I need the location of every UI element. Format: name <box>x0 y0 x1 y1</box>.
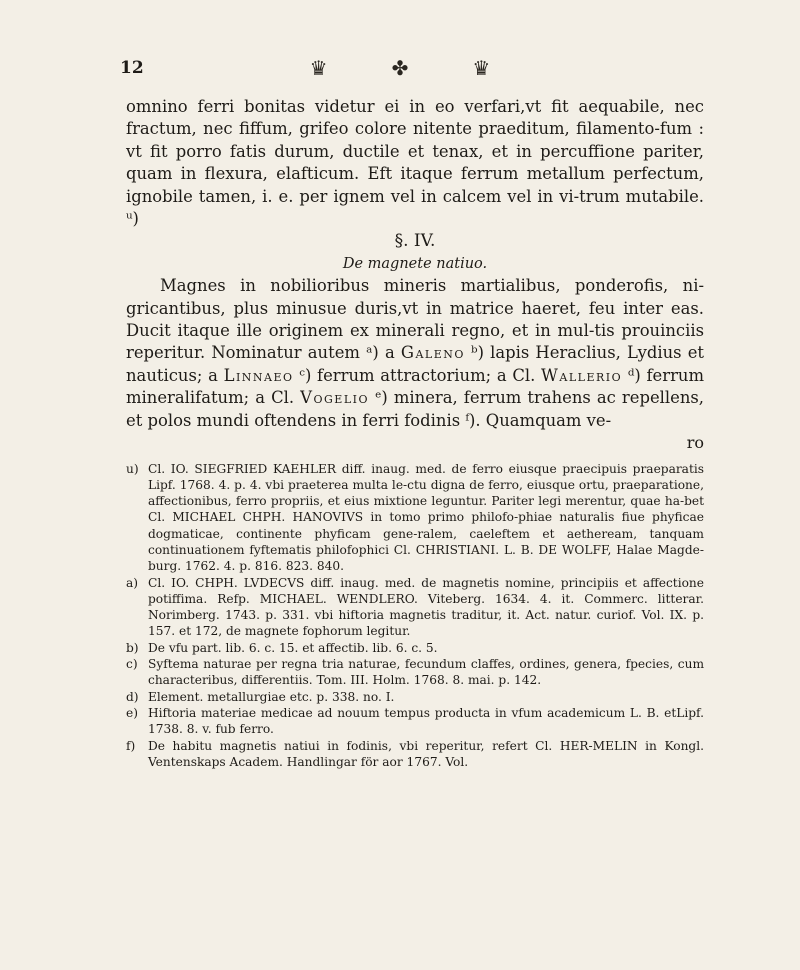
footnote-mark: c) <box>126 657 138 672</box>
footnote-mark: b) <box>126 640 139 655</box>
main-text <box>126 96 704 455</box>
footnote-text: Syftema naturae per regna tria naturae, fecundum claffes, ordines, genera, fpecies, cum characteribus, differentiis. Tom. III. Holm. 1768. 8. mai. p. 142. <box>148 657 704 688</box>
footnote <box>126 738 704 771</box>
footnote-text: Cl. IO. CHPH. LVDECVS diff. inaug. med. de magnetis nomine, principiis et affectione potiffima. Refp. MICHAEL. WENDLERO. Viteberg. 1634. 4. it. Commerc. litterar. Norimberg. 1743. p. 331. vbi hiftoria magnetis traditur, it. Act. natur. curiof. Vol. IX. p. 157. et 172, de magnete fophorum legitur. <box>148 575 704 639</box>
fleuron-ornament-icon: ✤ <box>391 56 409 80</box>
footnote-text: Cl. IO. SIEGFRIED KAEHLER diff. inaug. med. de ferro eiusque praecipuis praeparatis Lipf. 1768. 4. p. 4. vbi praeterea multa le-ctu digna de ferro, eiusque ortu, praeparatione, affectionibus, ferro propriis, et eius mixtione leguntur. Pariter legi merentur, quae ha-bet Cl. MICHAEL CHPH. HANOVIVS in tomo primo philofo-phiae naturalis fiue phyficae dogmaticae, continente phyficam gene-ralem, caeleftem et aetheream, tanquam continuationem fyftematis philofophici Cl. CHRISTIANI. L. B. DE WOLFF, Halae Magde-burg. 1762. 4. p. 816. 823. 840. <box>148 461 704 574</box>
text-run: Magnes in nobilioribus mineris martialibus, ponderofis, ni-gricantibus, plus minusue duris,vt in matrice haeret, feu inter eas. Ducit itaque ille originem ex minerali regno, et in mul-tis prouinciis reperitur. Nominatur autem ᵃ) a <box>126 276 704 363</box>
text-run: ᵉ) minera, ferrum trahens ac repellens, et polos mundi oftendens in ferri fodinis ᶠ). Quamquam ve- <box>126 388 704 430</box>
footnote <box>126 705 704 738</box>
footnote <box>126 656 704 689</box>
footnotes <box>126 461 704 771</box>
paragraph-ferrum: omnino ferri bonitas videtur ei in eo verfari,vt fit aequabile, nec fractum, nec fiffum, grifeo colore nitente praeditum, filamento-fum : vt fit porro fatis durum, ductile et tenax, et in percuffione pariter, quam in flexura, elafticum. Eft itaque ferrum metallum perfectum, ignobile tamen, i. e. per ignem vel in calcem vel in vi-trum mutabile. ᵘ) <box>126 97 704 229</box>
footnote-text: De vfu part. lib. 6. c. 15. et affectib. lib. 6. c. 5. <box>148 640 438 655</box>
header-ornament <box>0 56 800 80</box>
author-name: Vogelio <box>300 388 369 408</box>
footnote <box>126 575 704 640</box>
author-name: Wallerio <box>541 365 623 385</box>
footnote-mark: d) <box>126 689 139 704</box>
author-name: Linnaeo <box>223 365 294 385</box>
footnote-text: De habitu magnetis natiui in fodinis, vbi reperitur, refert Cl. HER-MELIN in Kongl. Ventenskaps Academ. Handlingar för aor 1767. Vol. <box>148 738 704 769</box>
catchword: ro <box>686 433 704 453</box>
footnote <box>126 461 704 575</box>
footnote-mark: e) <box>126 705 138 720</box>
footnote-text: Hiftoria materiae medicae ad nouum tempus producta in vfum academicum L. B. etLipf. 1738. 8. v. fub ferro. <box>148 705 704 737</box>
paragraph-magnes <box>126 275 704 432</box>
section-title: De magnete natiuo. <box>342 255 488 272</box>
text-run: ᵈ) ferrum mineralifatum; a Cl. <box>126 365 705 408</box>
footnote <box>126 640 704 656</box>
text-run: ᶜ) ferrum attractorium; a Cl. <box>293 365 542 385</box>
footnote-mark: u) <box>126 461 139 476</box>
crown-ornament-right-icon: ♛ <box>472 56 491 80</box>
section-number: §. IV. <box>394 231 436 252</box>
footnote-mark: a) <box>126 575 139 590</box>
footnote-mark: f) <box>126 738 136 753</box>
footnote <box>126 689 704 705</box>
footnote-text: Element. metallurgiae etc. p. 338. no. I. <box>148 689 395 704</box>
text-run: ᵇ) lapis Heraclius, Lydius et nauticus; a <box>126 343 704 385</box>
author-name: Galeno <box>400 343 465 363</box>
page-number: 12 <box>120 58 144 78</box>
crown-ornament-left-icon: ♛ <box>309 56 328 80</box>
